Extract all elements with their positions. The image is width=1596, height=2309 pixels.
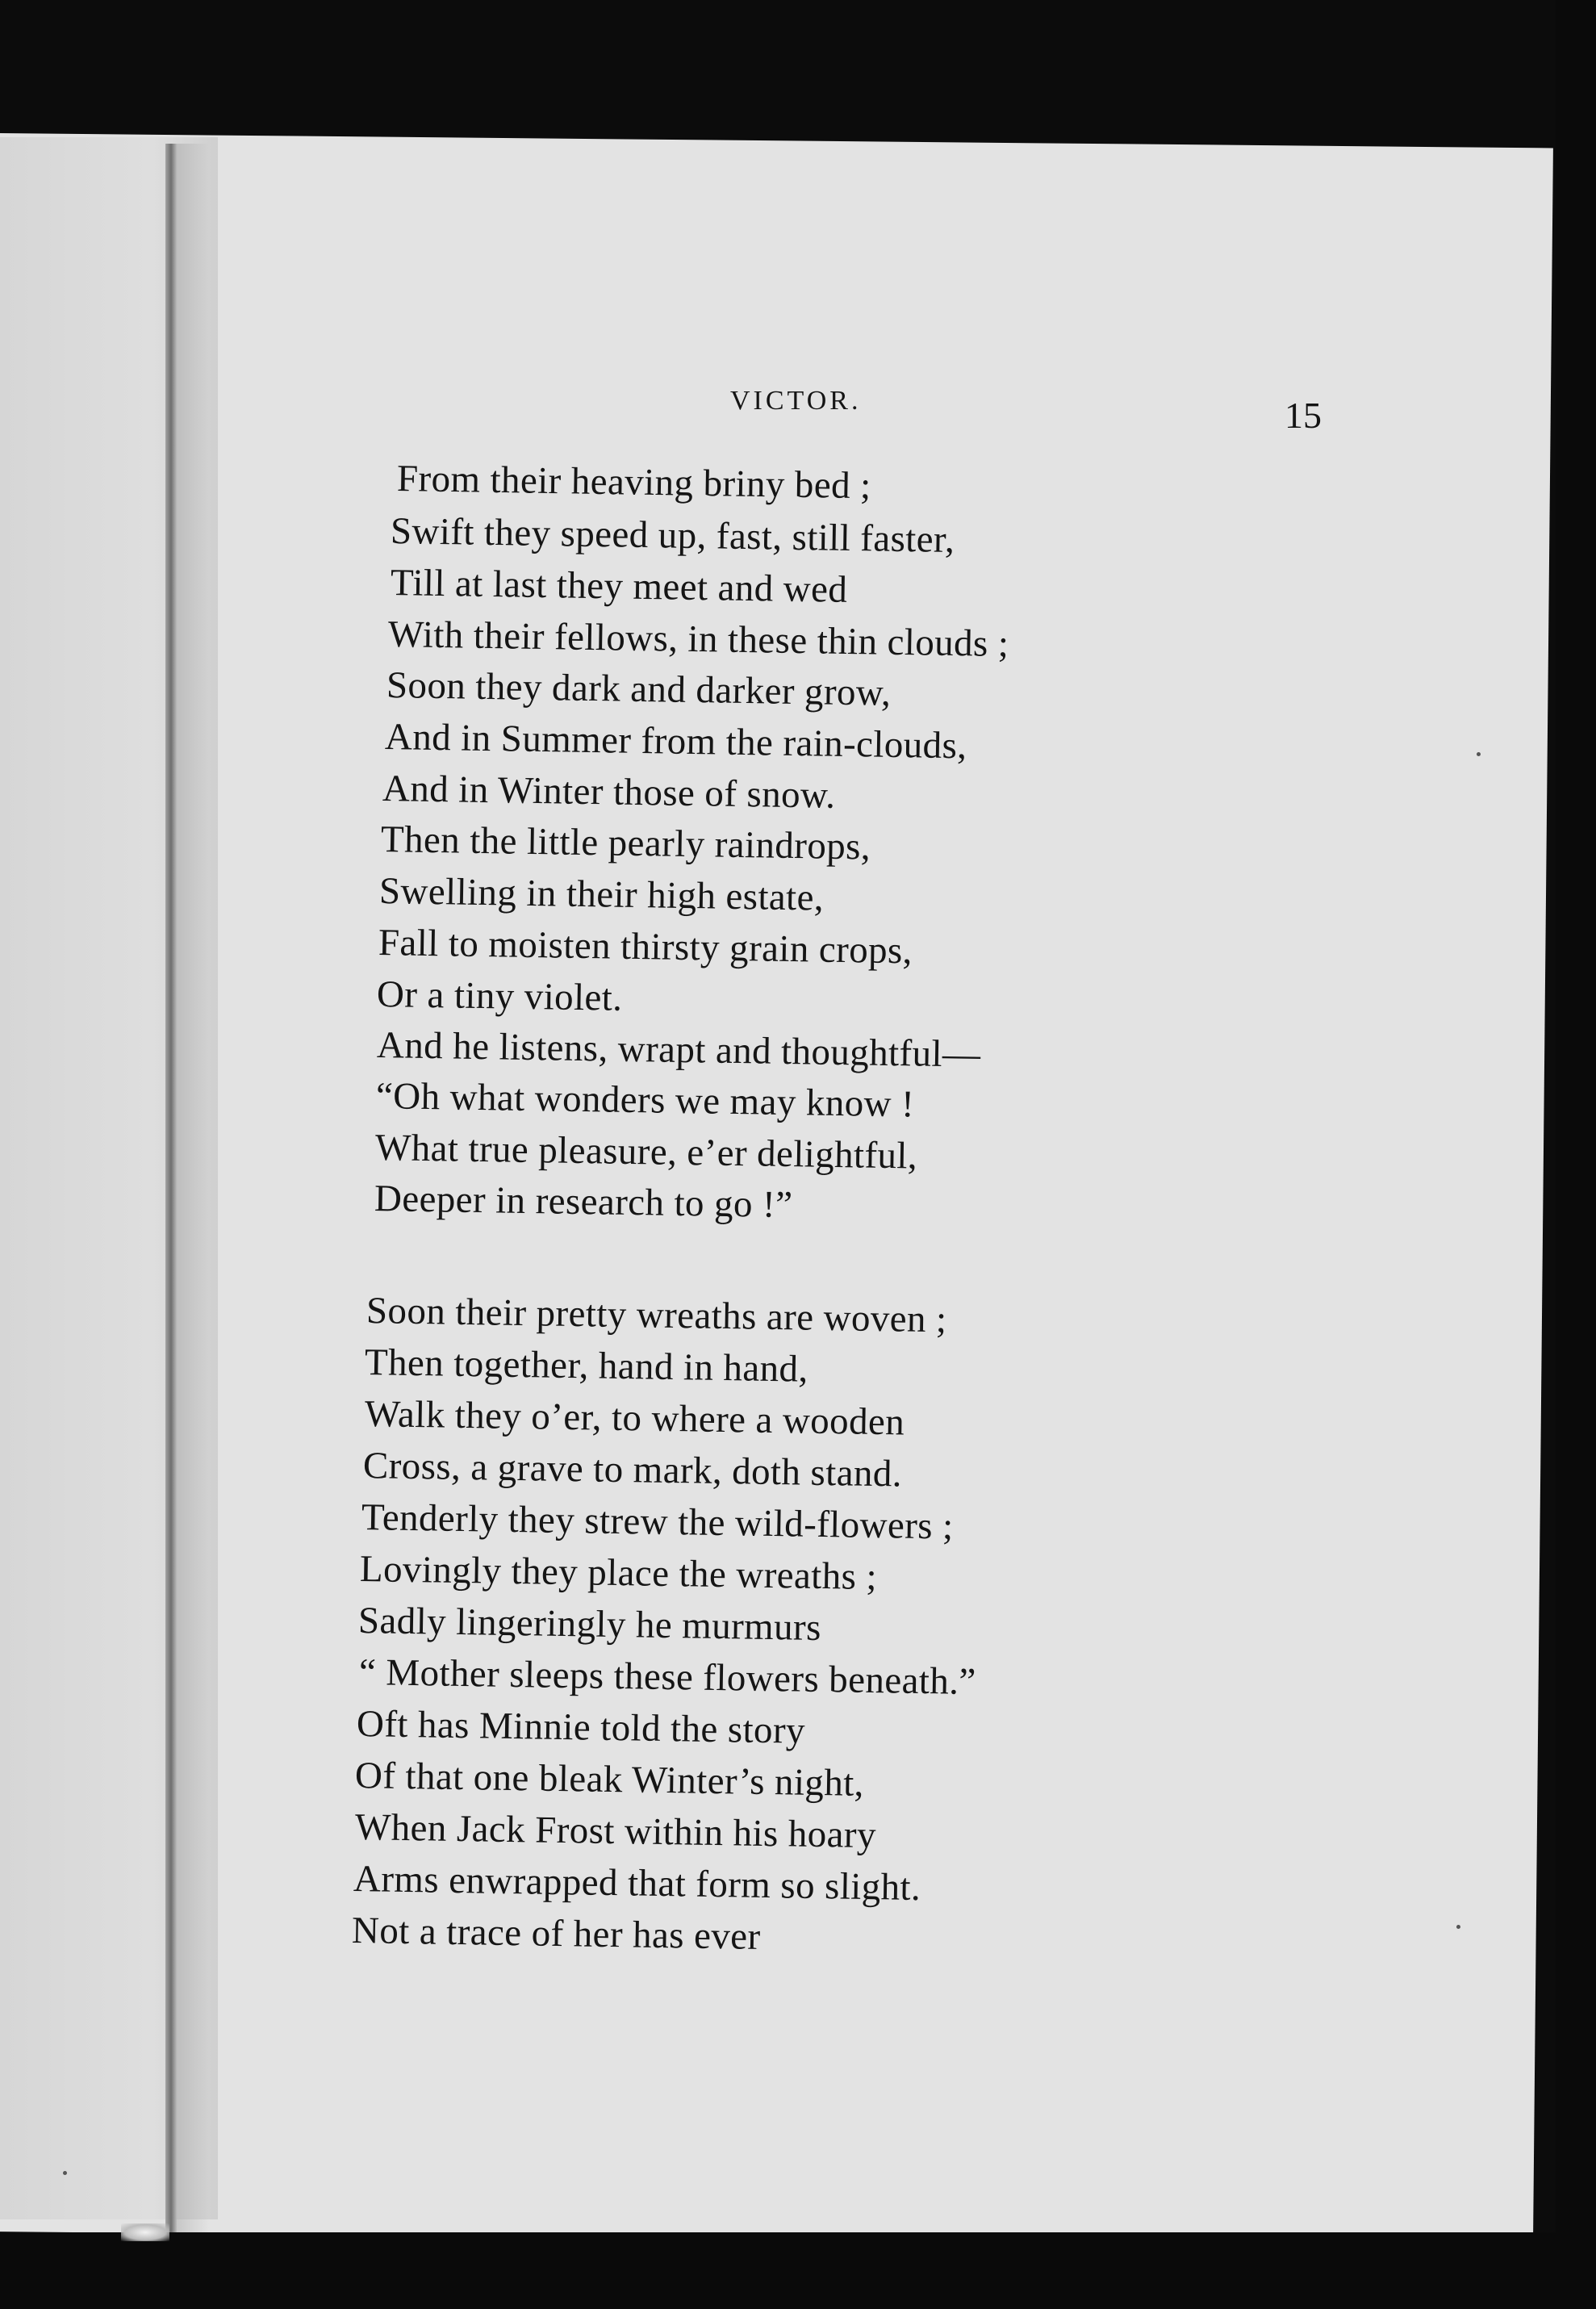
poem-line: Not a trace of her has ever bbox=[351, 1910, 762, 1958]
poem-line: Sadly lingeringly he murmurs bbox=[357, 1600, 822, 1650]
poem-line: Fall to moisten thirsty grain crops, bbox=[378, 922, 913, 973]
poem-line: And he listens, wrapt and thoughtful— bbox=[376, 1024, 981, 1076]
running-title: VICTOR. bbox=[730, 386, 862, 416]
poem-line: Cross, a grave to mark, doth stand. bbox=[362, 1445, 903, 1495]
poem-line: What true pleasure, e’er delightful, bbox=[374, 1127, 918, 1178]
poem-line: And in Summer from the rain-clouds, bbox=[384, 716, 967, 768]
poem-line: Tenderly they strew the wild-flowers ; bbox=[361, 1496, 954, 1548]
poem-line: Lovingly they place the wreaths ; bbox=[359, 1548, 878, 1599]
poem-line: Till at last they meet and wed bbox=[390, 562, 848, 611]
poem-line: Swift they speed up, fast, still faster, bbox=[390, 510, 955, 561]
poem-line: Or a tiny violet. bbox=[376, 973, 623, 1019]
poem-line: “Oh what wonders we may know ! bbox=[375, 1075, 915, 1126]
poem-line: Oft has Minnie told the story bbox=[356, 1703, 806, 1752]
poem-line: Deeper in research to go !” bbox=[374, 1178, 793, 1227]
poem-line: Of that one bleak Winter’s night, bbox=[354, 1755, 865, 1805]
poem-line: Soon they dark and darker grow, bbox=[386, 664, 892, 714]
poem-line: From their heaving briny bed ; bbox=[396, 458, 871, 508]
poem-line: Arms enwrapped that form so slight. bbox=[353, 1858, 921, 1910]
poem-line: Swelling in their high estate, bbox=[378, 870, 825, 919]
poem-line: Then the little pearly raindrops, bbox=[380, 818, 871, 868]
poem-line: When Jack Frost within his hoary bbox=[354, 1806, 877, 1857]
poem-line: “ Mother sleeps these flowers beneath.” bbox=[358, 1651, 977, 1704]
page-number: 15 bbox=[1285, 395, 1322, 436]
poem-line: Soon their pretty wreaths are woven ; bbox=[366, 1290, 947, 1341]
poem-line: And in Winter those of snow. bbox=[382, 768, 836, 817]
poem-line: Walk they o’er, to where a wooden bbox=[364, 1393, 905, 1444]
poem-line: Then together, hand in hand, bbox=[364, 1341, 809, 1391]
poem-line: With their fellows, in these thin clouds ; bbox=[387, 613, 1009, 666]
